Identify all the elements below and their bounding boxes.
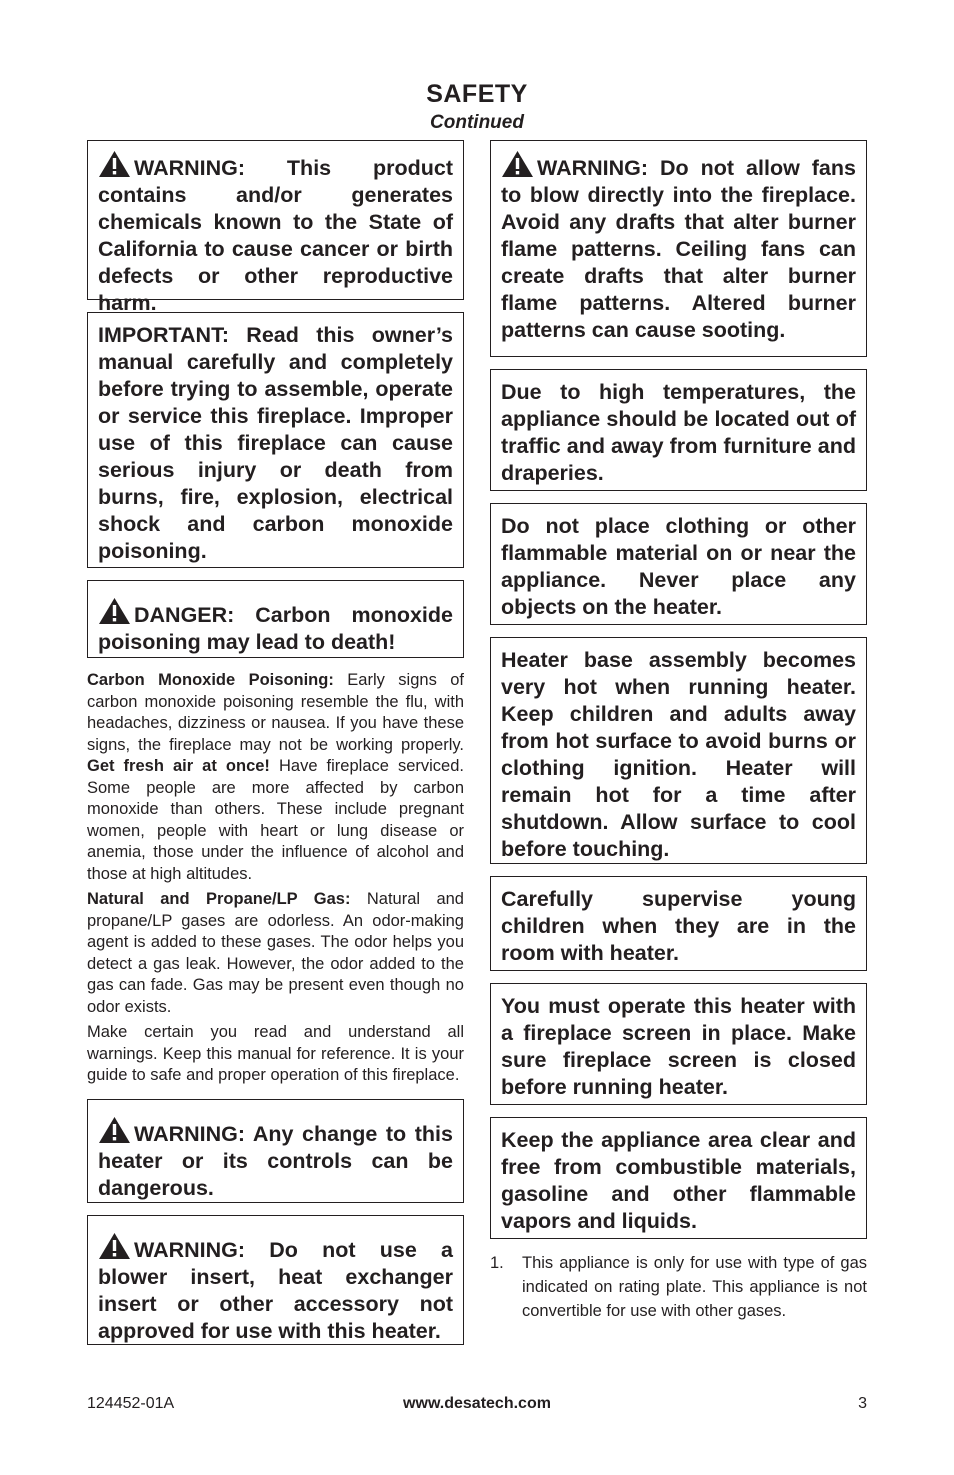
warning-fans-box	[490, 140, 867, 357]
read-text: Make certain you read and understand all warnings. Keep this manual for reference. It is your guide to safe and proper operation of this fireplace.	[87, 1023, 464, 1084]
gas-paragraph	[87, 889, 464, 1018]
footer-website: www.desatech.com	[403, 1395, 551, 1412]
screen-text: You must operate this heater with a fireplace screen in place. Make sure fireplace screen is closed before running heater.	[501, 994, 856, 1099]
danger-co-text: DANGER: Carbon monoxide poisoning may lead to death!	[98, 603, 453, 654]
base-hot-box	[490, 637, 867, 864]
warning-change-box	[87, 1099, 464, 1203]
warning-chemicals-text: WARNING: This product contains and/or generates chemicals known to the State of California to cause cancer or birth defects or other reproductive harm.	[98, 156, 453, 315]
clothing-box	[490, 503, 867, 625]
screen-box	[490, 983, 867, 1105]
high-temp-box	[490, 369, 867, 491]
co-text-1: Early signs of carbon monoxide poisoning resemble the flu, with headaches, dizziness or nausea. If you have these signs, the fireplace may not be working properly.	[87, 671, 465, 754]
read-paragraph	[87, 1022, 464, 1087]
right-column	[490, 140, 867, 1323]
gas-text: Natural and propane/LP gases are odorless. An odor-making agent is added to these gases. The odor helps you detect a gas leak. However, the odor added to the gas can fade. Gas may be present even though no odor exists.	[87, 890, 464, 1016]
co-paragraph	[87, 670, 464, 885]
warning-blower-text: WARNING: Do not use a blower insert, heat exchanger insert or other accessory not approved for use with this heater.	[98, 1237, 453, 1343]
co-bold: Get fresh air at once!	[87, 757, 270, 775]
area-clear-text: Keep the appliance area clear and free from combustible materials, gasoline and other flammable vapors and liquids.	[501, 1128, 856, 1233]
supervise-text: Carefully supervise young children when they are in the room with heater.	[501, 887, 856, 965]
page-title: SAFETY	[426, 80, 528, 108]
co-text-2: Have fireplace serviced. Some people are more affected by carbon monoxide than others. These include pregnant women, people with heart or lung disease or anemia, those under the influence of alcohol and those at high altitudes.	[87, 757, 464, 883]
important-read-text: IMPORTANT: Read this owner’s manual carefully and completely before trying to assemble, operate or service this fireplace. Improper use of this fireplace can cause serious injury or death from burns, fire, explosion, electrical shock and carbon monoxide poisoning.	[98, 323, 453, 563]
footer-doc-number: 124452-01A	[87, 1395, 175, 1412]
warning-fans-text: WARNING: Do not allow fans to blow directly into the fireplace. Avoid any drafts that alter burner flame patterns. Ceiling fans can create drafts that alter burner flame patterns. Altered burner patterns can cause sooting.	[501, 156, 856, 342]
warning-blower-box	[87, 1215, 464, 1345]
supervise-box	[490, 876, 867, 971]
warning-triangle-icon	[98, 1116, 131, 1144]
co-lead: Carbon Monoxide Poisoning:	[87, 671, 334, 689]
important-read-box	[87, 312, 464, 568]
page-subtitle: Continued	[430, 112, 524, 133]
danger-co-box	[87, 580, 464, 658]
clothing-text: Do not place clothing or other flammable material on or near the appliance. Never place any objects on the heater.	[501, 514, 856, 619]
warning-change-text: WARNING: Any change to this heater or its controls can be dangerous.	[98, 1121, 453, 1200]
gas-lead: Natural and Propane/LP Gas:	[87, 890, 351, 908]
area-clear-box	[490, 1117, 867, 1239]
list-item-text: This appliance is only for use with type of gas indicated on rating plate. This appliance is not convertible for use with other gases.	[522, 1254, 867, 1320]
list-item	[490, 1251, 867, 1323]
footer-page-number: 3	[858, 1395, 867, 1412]
warning-triangle-icon	[98, 597, 131, 625]
base-hot-text: Heater base assembly becomes very hot when running heater. Keep children and adults away from hot surface to avoid burns or clothing ignition. Heater will remain hot for a time after shutdown. Allow surface to cool before touching.	[501, 648, 856, 861]
left-column	[87, 140, 464, 1357]
high-temp-text: Due to high temperatures, the appliance should be located out of traffic and away from furniture and draperies.	[501, 380, 856, 485]
warning-triangle-icon	[98, 150, 131, 178]
warning-chemicals-box	[87, 140, 464, 315]
warning-triangle-icon	[501, 150, 534, 178]
list-item-number: 1.	[490, 1254, 504, 1272]
warning-triangle-icon	[98, 1232, 131, 1260]
